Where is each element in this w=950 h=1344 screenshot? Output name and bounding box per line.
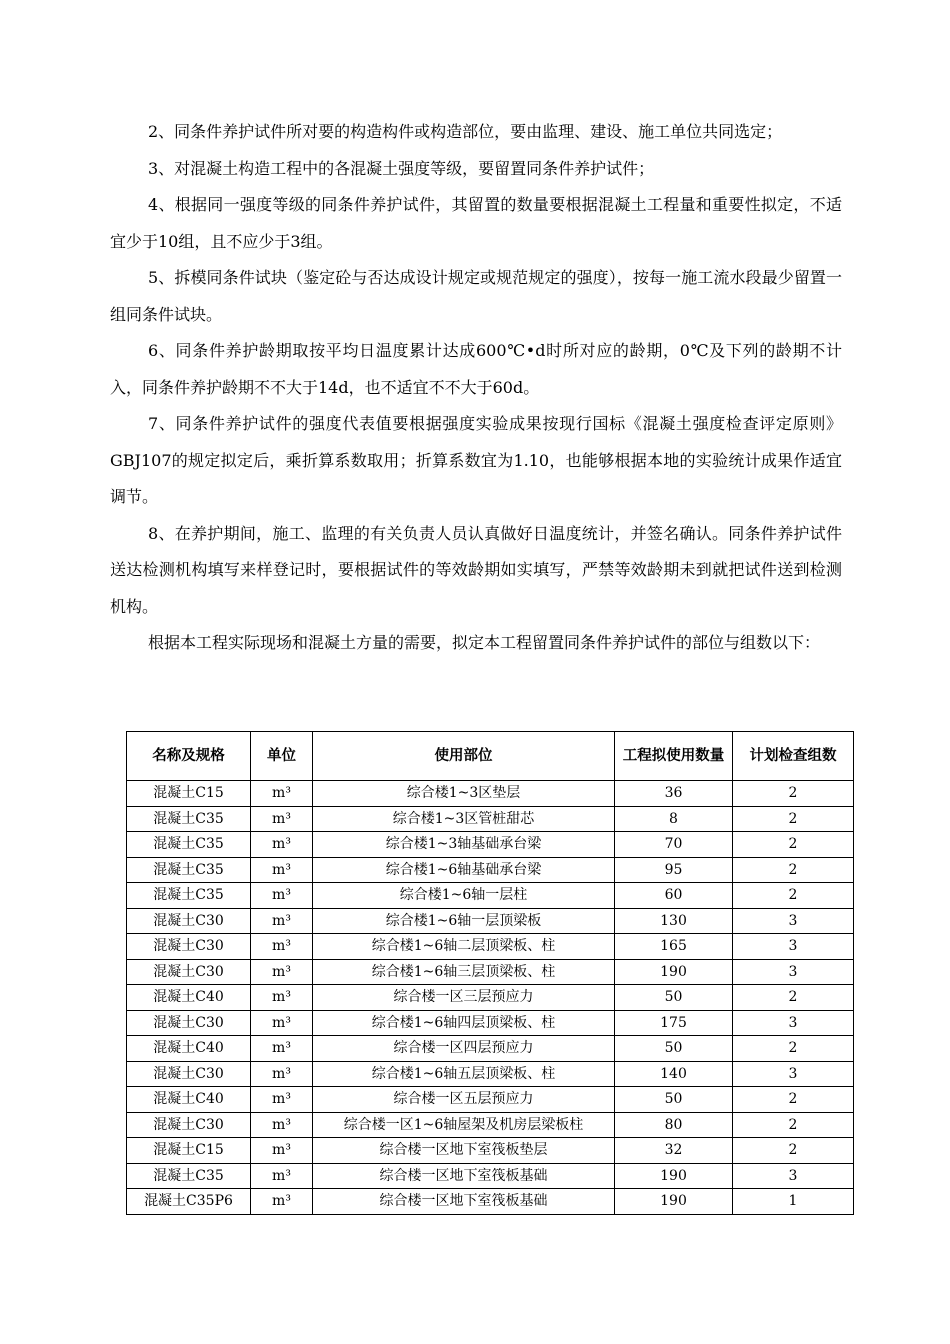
cell-unit: m³ [251, 1010, 313, 1036]
paragraph-3: 3、对混凝土构造工程中的各混凝土强度等级，要留置同条件养护试件； [148, 158, 655, 178]
header-groups: 计划检查组数 [733, 732, 854, 781]
cell-name-spec: 混凝土C40 [127, 985, 251, 1011]
cell-unit: m³ [251, 985, 313, 1011]
cell-location: 综合楼1~6轴四层顶梁板、柱 [313, 1010, 615, 1036]
cell-quantity: 8 [615, 806, 733, 832]
cell-name-spec: 混凝土C30 [127, 1112, 251, 1138]
cell-unit: m³ [251, 857, 313, 883]
cell-unit: m³ [251, 1163, 313, 1189]
cell-unit: m³ [251, 1112, 313, 1138]
cell-name-spec: 混凝土C30 [127, 934, 251, 960]
table-row [127, 1010, 854, 1036]
cell-name-spec: 混凝土C30 [127, 1010, 251, 1036]
cell-name-spec: 混凝土C30 [127, 959, 251, 985]
table-row [127, 1189, 854, 1215]
paragraph-5: 5、拆模同条件试块（鉴定砼与否达成设计规定或规范规定的强度），按每一施工流水段最少留置一组同条件试块。 [110, 268, 842, 324]
cell-location: 综合楼一区四层预应力 [313, 1036, 615, 1062]
cell-quantity: 50 [615, 1036, 733, 1062]
cell-unit: m³ [251, 1087, 313, 1113]
cell-name-spec: 混凝土C35 [127, 883, 251, 909]
cell-location: 综合楼一区地下室筏板基础 [313, 1163, 615, 1189]
cell-quantity: 50 [615, 1087, 733, 1113]
cell-quantity: 50 [615, 985, 733, 1011]
cell-unit: m³ [251, 1061, 313, 1087]
cell-name-spec: 混凝土C30 [127, 1061, 251, 1087]
cell-quantity: 95 [615, 857, 733, 883]
cell-unit: m³ [251, 832, 313, 858]
cell-name-spec: 混凝土C35 [127, 857, 251, 883]
cell-location: 综合楼1~6轴五层顶梁板、柱 [313, 1061, 615, 1087]
cell-quantity: 70 [615, 832, 733, 858]
cell-location: 综合楼1~6轴基础承台梁 [313, 857, 615, 883]
cell-name-spec: 混凝土C15 [127, 781, 251, 807]
cell-location: 综合楼一区三层预应力 [313, 985, 615, 1011]
table-row [127, 908, 854, 934]
cell-groups: 2 [733, 832, 854, 858]
cell-groups: 2 [733, 1138, 854, 1164]
cell-unit: m³ [251, 1036, 313, 1062]
paragraph-7: 7、同条件养护试件的强度代表值要根据强度实验成果按现行国标《混凝土强度检查评定原则》GBJ107的规定拟定后，乘折算系数取用；折算系数宜为1.10，也能够根据本地的实验统计成果作适宜调节。 [110, 414, 842, 506]
cell-groups: 2 [733, 883, 854, 909]
cell-name-spec: 混凝土C40 [127, 1087, 251, 1113]
table-row [127, 857, 854, 883]
cell-groups: 2 [733, 1087, 854, 1113]
body-text [110, 114, 842, 662]
table-row [127, 1087, 854, 1113]
cell-unit: m³ [251, 959, 313, 985]
cell-groups: 3 [733, 1061, 854, 1087]
table-row [127, 1036, 854, 1062]
cell-groups: 2 [733, 857, 854, 883]
table-row [127, 1138, 854, 1164]
cell-name-spec: 混凝土C35 [127, 1163, 251, 1189]
cell-name-spec: 混凝土C15 [127, 1138, 251, 1164]
table-row [127, 1061, 854, 1087]
cell-location: 综合楼1~6轴三层顶梁板、柱 [313, 959, 615, 985]
cell-groups: 2 [733, 985, 854, 1011]
cell-unit: m³ [251, 934, 313, 960]
cell-location: 综合楼一区地下室筏板垫层 [313, 1138, 615, 1164]
cell-name-spec: 混凝土C40 [127, 1036, 251, 1062]
cell-name-spec: 混凝土C35 [127, 806, 251, 832]
paragraph-2: 2、同条件养护试件所对要的构造构件或构造部位，要由监理、建设、施工单位共同选定； [148, 122, 783, 141]
cell-quantity: 80 [615, 1112, 733, 1138]
cell-quantity: 190 [615, 959, 733, 985]
cell-unit: m³ [251, 781, 313, 807]
cell-name-spec: 混凝土C30 [127, 908, 251, 934]
table-row [127, 1163, 854, 1189]
cell-groups: 2 [733, 806, 854, 832]
table-row [127, 934, 854, 960]
cell-groups: 2 [733, 1112, 854, 1138]
table-row [127, 985, 854, 1011]
cell-quantity: 32 [615, 1138, 733, 1164]
cell-groups: 3 [733, 1010, 854, 1036]
cell-quantity: 165 [615, 934, 733, 960]
cell-unit: m³ [251, 1138, 313, 1164]
cell-quantity: 36 [615, 781, 733, 807]
cell-groups: 2 [733, 1036, 854, 1062]
header-location: 使用部位 [313, 732, 615, 781]
cell-name-spec: 混凝土C35 [127, 832, 251, 858]
cell-groups: 3 [733, 934, 854, 960]
paragraph-intro: 根据本工程实际现场和混凝土方量的需要，拟定本工程留置同条件养护试件的部位与组数以下： [148, 633, 821, 652]
cell-unit: m³ [251, 1189, 313, 1215]
table-body [127, 781, 854, 1215]
cell-location: 综合楼一区地下室筏板基础 [313, 1189, 615, 1215]
header-name-spec: 名称及规格 [127, 732, 251, 781]
paragraph-4: 4、根据同一强度等级的同条件养护试件，其留置的数量要根据混凝土工程量和重要性拟定，不适宜少于10组，且不应少于3组。 [110, 195, 842, 251]
table-row [127, 781, 854, 807]
cell-location: 综合楼1~3区垫层 [313, 781, 615, 807]
header-unit: 单位 [251, 732, 313, 781]
table-row [127, 832, 854, 858]
table-row [127, 959, 854, 985]
specimen-table [126, 731, 854, 1215]
cell-quantity: 190 [615, 1189, 733, 1215]
cell-groups: 1 [733, 1189, 854, 1215]
table-row [127, 1112, 854, 1138]
cell-location: 综合楼1~6轴一层顶梁板 [313, 908, 615, 934]
table-row [127, 806, 854, 832]
cell-location: 综合楼1~6轴一层柱 [313, 883, 615, 909]
cell-quantity: 175 [615, 1010, 733, 1036]
cell-name-spec: 混凝土C35P6 [127, 1189, 251, 1215]
cell-location: 综合楼1~3区管桩甜芯 [313, 806, 615, 832]
header-quantity: 工程拟使用数量 [615, 732, 733, 781]
cell-groups: 3 [733, 1163, 854, 1189]
cell-unit: m³ [251, 908, 313, 934]
cell-groups: 2 [733, 781, 854, 807]
table-row [127, 883, 854, 909]
cell-location: 综合楼一区1~6轴屋架及机房层梁板柱 [313, 1112, 615, 1138]
cell-groups: 3 [733, 959, 854, 985]
cell-quantity: 130 [615, 908, 733, 934]
cell-unit: m³ [251, 806, 313, 832]
cell-unit: m³ [251, 883, 313, 909]
cell-quantity: 140 [615, 1061, 733, 1087]
paragraph-8: 8、在养护期间，施工、监理的有关负责人员认真做好日温度统计，并签名确认。同条件养护试件送达检测机构填写来样登记时，要根据试件的等效龄期如实填写，严禁等效龄期未到就把试件送到检测机构。 [110, 523, 842, 616]
cell-location: 综合楼一区五层预应力 [313, 1087, 615, 1113]
cell-quantity: 60 [615, 883, 733, 909]
cell-groups: 3 [733, 908, 854, 934]
cell-quantity: 190 [615, 1163, 733, 1189]
paragraph-6: 6、同条件养护龄期取按平均日温度累计达成600℃•d时所对应的龄期，0℃及下列的龄期不计入，同条件养护龄期不不大于14d，也不适宜不不大于60d。 [110, 341, 842, 397]
table-header-row [127, 732, 854, 781]
cell-location: 综合楼1~6轴二层顶梁板、柱 [313, 934, 615, 960]
cell-location: 综合楼1~3轴基础承台梁 [313, 832, 615, 858]
